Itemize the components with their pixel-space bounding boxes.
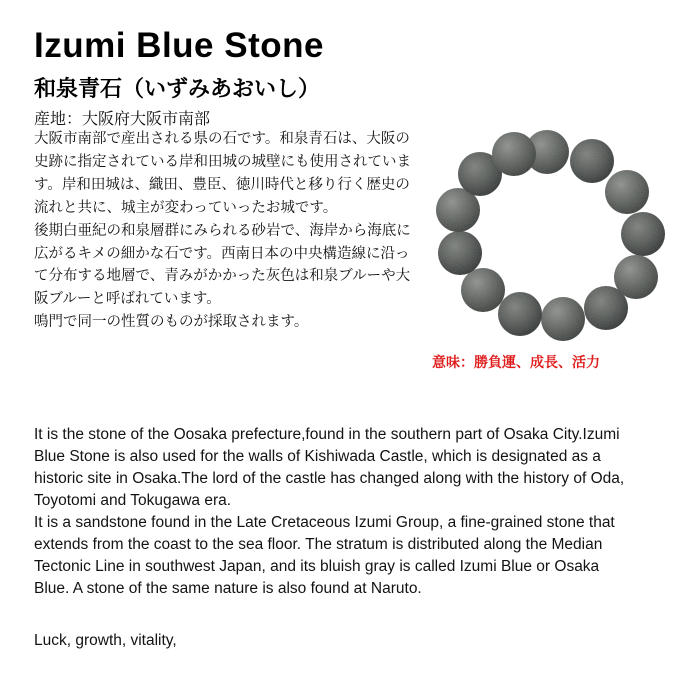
origin-label-japanese: 産地：大阪府大阪市南部 — [34, 111, 211, 128]
japanese-paragraph-2: 後期白亜紀の和泉層群にみられる砂岩で、海岸から海底に広がるキメの細かな石です。西南日本の中央構造線に沿って分布する地層で、青みがかかった灰色は和泉ブルーや大阪ブルーと呼ばれています。 — [34, 222, 411, 308]
japanese-description — [34, 128, 419, 334]
english-paragraph-1: It is the stone of the Oosaka prefecture,found in the southern part of Osaka City.Izumi Blue Stone is also used for the walls of Kishiwada Castle, which is designated as a historic site in Osaka.The lord of the castle has changed along with the history of Oda, Toyotomi and Tokugawa era. — [34, 426, 625, 509]
product-photo — [412, 120, 682, 350]
english-paragraph-2: It is a sandstone found in the Late Cretaceous Izumi Group, a fine-grained stone that extends from the coast to the sea floor. The stratum is distributed along the Median Tectonic Line in southwest Japan, and its bluish gray is called Izumi Blue or Osaka Blue. A stone of the same nature is also found at Naruto. — [34, 514, 615, 597]
subtitle-japanese: 和泉青石（いずみあおいし） — [34, 76, 321, 101]
meaning-japanese: 意味：勝負運、成長、活力 — [432, 354, 600, 370]
japanese-paragraph-1: 大阪市南部で産出される県の石です。和泉青石は、大阪の史跡に指定されている岸和田城の城壁にも使用されています。岸和田城は、織田、豊臣、徳川時代と移り行く歴史の流れと共に、城主が変わっていったお城です。 — [34, 131, 411, 216]
page-title: Izumi Blue Stone — [34, 26, 324, 65]
japanese-paragraph-3: 鳴門で同一の性質のものが採取されます。 — [34, 314, 309, 331]
bracelet-image — [412, 120, 682, 350]
english-description — [34, 424, 634, 600]
english-keywords: Luck, growth, vitality, — [34, 632, 177, 649]
